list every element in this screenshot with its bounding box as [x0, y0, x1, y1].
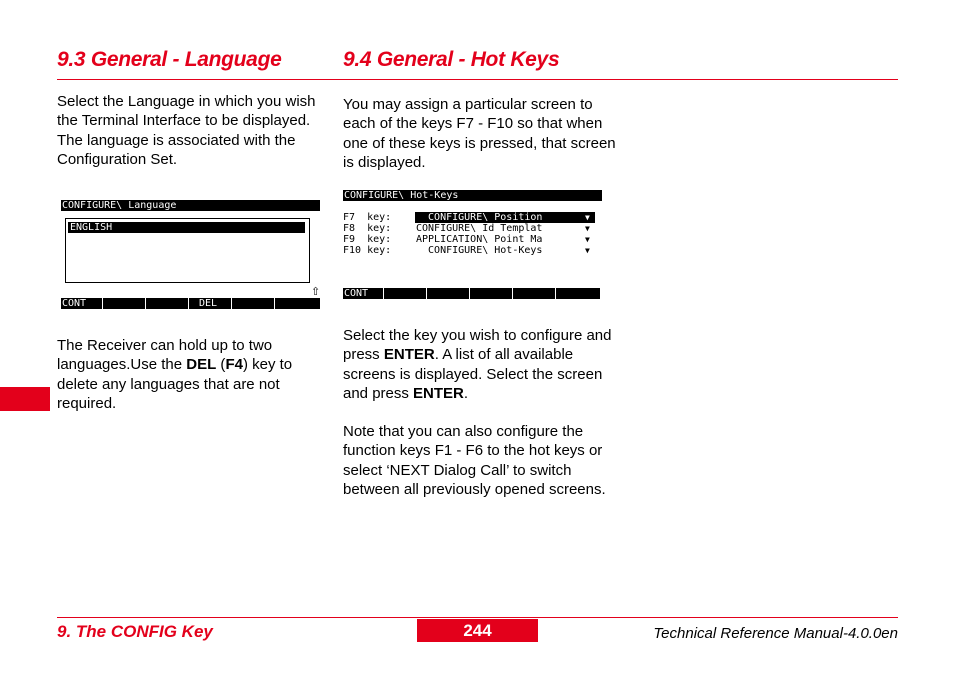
fkey-f3 — [427, 288, 470, 299]
dropdown-arrow-icon: ▼ — [585, 213, 590, 222]
language-function-key-bar — [61, 298, 320, 309]
fkey-f5 — [232, 298, 275, 309]
hotkey-label: F7 key: — [343, 212, 392, 223]
hotkey-row-f10 — [343, 245, 598, 256]
chapter-tab-marker — [0, 387, 50, 411]
hotkey-row-f8 — [343, 223, 598, 234]
language-intro-text: Select the Language in which you wish the Terminal Interface to be displayed. The language is associated with the Configuration Set. — [57, 93, 316, 169]
fkey-f5 — [513, 288, 556, 299]
fkey-f4: DEL — [189, 298, 232, 309]
hotkeys-screen-title: CONFIGURE\ Hot-Keys — [343, 190, 602, 201]
language-del-text: The Receiver can hold up to two languages.Use the DEL (F4) key to delete any languages that are not required. — [57, 337, 293, 413]
hotkeys-note-text: Note that you can also configure the function keys F1 - F6 to the hot keys or select ‘NEXT Dialog Call’ to switch between all previously opened screens. — [343, 423, 606, 499]
fkey-f2 — [103, 298, 146, 309]
section-heading-language: 9.3 General - Language — [57, 48, 282, 71]
fkey-f3 — [146, 298, 189, 309]
top-rule — [57, 79, 898, 80]
hotkey-value: CONFIGURE\ Position — [416, 212, 543, 223]
hotkey-value: CONFIGURE\ Id Templat — [416, 223, 543, 234]
section-heading-hotkeys: 9.4 General - Hot Keys — [343, 48, 560, 71]
fkey-f2 — [384, 288, 427, 299]
hotkeys-select-text: Select the key you wish to configure and press ENTER. A list of all available screens is displayed. Select the screen and press ENTER. — [343, 327, 612, 403]
dropdown-arrow-icon: ▼ — [585, 246, 590, 255]
hotkey-row-f9 — [343, 234, 598, 245]
hotkey-value: CONFIGURE\ Hot-Keys — [416, 245, 543, 256]
language-list-item-selected: ENGLISH — [68, 222, 305, 233]
fkey-f1: CONT — [61, 298, 103, 309]
footer-manual-title: Technical Reference Manual-4.0.0en — [653, 625, 898, 642]
footer-chapter-title: 9. The CONFIG Key — [57, 622, 213, 641]
fkey-f6 — [275, 298, 320, 309]
dropdown-arrow-icon: ▼ — [585, 224, 590, 233]
hotkey-label: F10 key: — [343, 245, 392, 256]
fkey-f1: CONT — [343, 288, 384, 299]
hotkeys-intro-text: You may assign a particular screen to each of the keys F7 - F10 so that when one of these keys is pressed, that screen is displayed. — [343, 96, 616, 172]
page-number: 244 — [417, 619, 538, 642]
hotkey-label: F8 key: — [343, 223, 392, 234]
dropdown-arrow-icon: ▼ — [585, 235, 590, 244]
hotkey-value: APPLICATION\ Point Ma — [416, 234, 543, 245]
hotkeys-function-key-bar — [343, 288, 600, 299]
hotkey-row-f7 — [343, 212, 598, 223]
language-screen-title: CONFIGURE\ Language — [61, 200, 320, 211]
hotkey-label: F9 key: — [343, 234, 392, 245]
bottom-rule — [57, 617, 898, 618]
fkey-f4 — [470, 288, 513, 299]
shift-arrow-icon: ⇧ — [311, 286, 321, 298]
fkey-f6 — [556, 288, 600, 299]
